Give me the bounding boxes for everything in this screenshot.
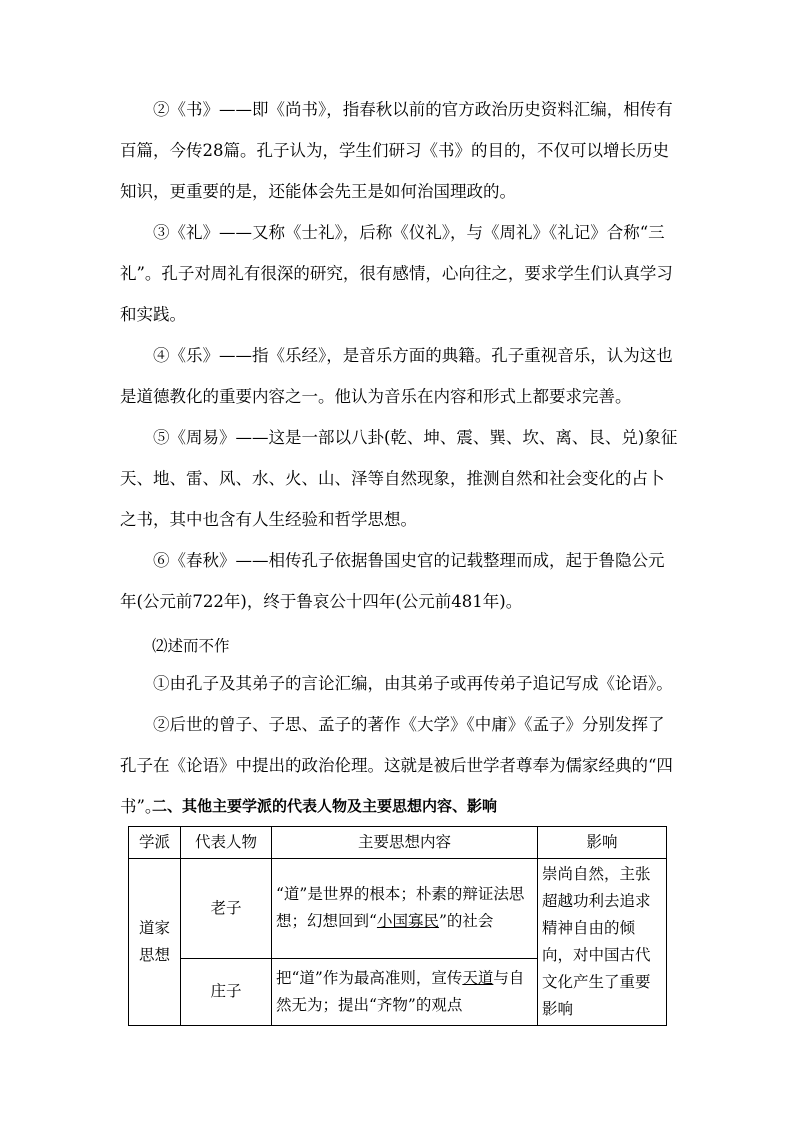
content-text: 把“道”作为最高准则，宣传 [276, 968, 463, 987]
underlined-term: 天道 [462, 968, 494, 987]
paragraph-shu: ②《书》——即《尚书》，指春秋以前的官方政治历史资料汇编，相传有百篇，今传28篇。孔子认为，学生们研习《书》的目的，不仅可以增长历史知识，更重要的是，还能体会先王是如何治国理政的。 [120, 100, 673, 201]
content-text: 与自然无为；提出“齐物”的观点 [276, 968, 525, 1014]
table-header-row [129, 827, 667, 859]
subheading-shu-er-bu-zuo: ⑵述而不作 [152, 637, 230, 655]
paragraph-li: ③《礼》——又称《士礼》，后称《仪礼》，与《周礼》《礼记》合称“三礼”。孔子对周礼有很深的研究，很有感情，心向往之，要求学生们认真学习和实践。 [120, 223, 673, 324]
header-representative: 代表人物 [181, 827, 272, 859]
paragraph-chunqiu: ⑥《春秋》——相传孔子依据鲁国史官的记载整理而成，起于鲁隐公元年(公元前722年)，终于鲁哀公十四年(公元前481年)。 [120, 551, 665, 611]
header-influence: 影响 [538, 827, 667, 859]
cell-person-laozi: 老子 [181, 859, 272, 959]
paragraph-lunyu: ①由孔子及其弟子的言论汇编，由其弟子或再传弟子追记写成《论语》。 [153, 674, 673, 693]
underlined-term: 小国寡民 [376, 912, 439, 931]
content-text: “道”是世界的根本；朴素的辩证法思想；幻想回到“ [276, 885, 525, 931]
paragraph-sishu: ②后世的曾子、子思、孟子的著作《大学》《中庸》《孟子》分别发挥了孔子在《论语》中提出的政治伦理。这就是被后世学者尊奉为儒家经典的“四书”。 [120, 715, 673, 816]
cell-content-laozi [272, 859, 538, 959]
schools-table [128, 826, 667, 1026]
cell-school-daoist: 道家思想 [129, 859, 181, 1026]
header-school: 学派 [129, 827, 181, 859]
cell-person-zhuangzi: 庄子 [181, 958, 272, 1025]
cell-influence-daoist: 崇尚自然，主张超越功利去追求精神自由的倾向，对中国古代文化产生了重要影响 [538, 859, 667, 1026]
section-heading: 二、其他主要学派的代表人物及主要思想内容、影响 [152, 797, 498, 815]
content-text: ”的社会 [438, 912, 494, 931]
paragraph-yue: ④《乐》——指《乐经》，是音乐方面的典籍。孔子重视音乐，认为这也是道德教化的重要内容之一。他认为音乐在内容和形式上都要求完善。 [120, 346, 673, 406]
header-main-ideas: 主要思想内容 [272, 827, 538, 859]
paragraph-yi: ⑤《周易》——这是一部以八卦(乾、坤、震、巽、坎、离、艮、兑)象征天、地、雷、风、水、火、山、泽等自然现象，推测自然和社会变化的占卜之书，其中也含有人生经验和哲学思想。 [120, 428, 678, 529]
cell-content-zhuangzi [272, 958, 538, 1025]
table-row [129, 859, 667, 959]
